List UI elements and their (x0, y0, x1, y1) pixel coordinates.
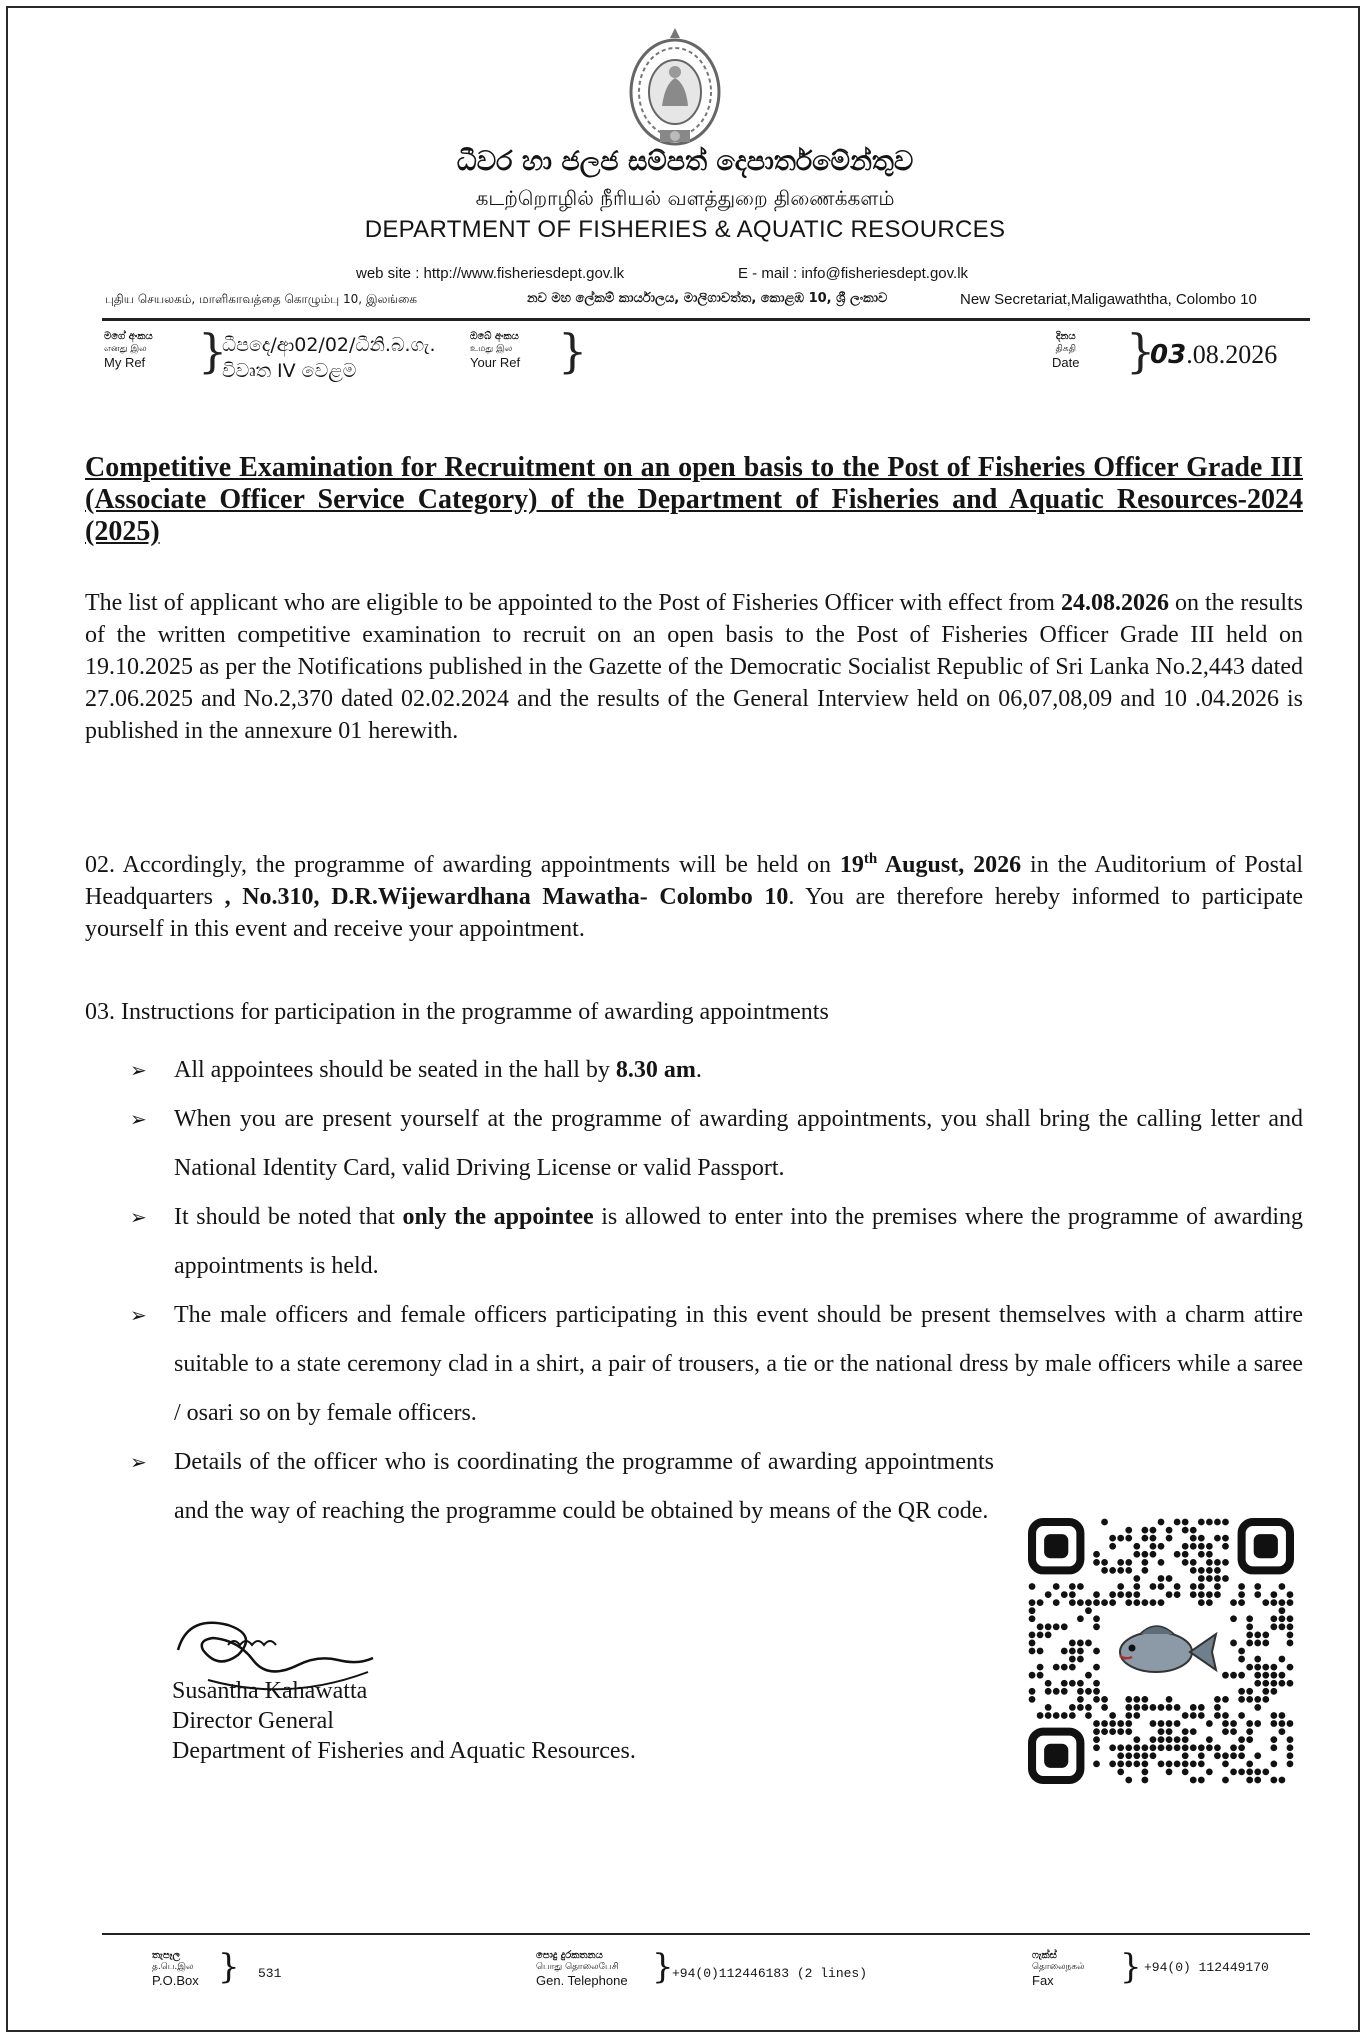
your-ref-brace: } (558, 324, 588, 378)
signatory-organisation: Department of Fisheries and Aquatic Resources. (172, 1738, 636, 1764)
telephone-brace: } (652, 1947, 674, 1987)
qr-finder-icon (1032, 1732, 1080, 1780)
fax-brace: } (1120, 1947, 1142, 1987)
list-item: ➢ When you are present yourself at the programme of awarding appointments, you shall bring the calling letter and National Identity Card, valid Driving License or valid Passport. (130, 1095, 1303, 1193)
department-name-english: DEPARTMENT OF FISHERIES & AQUATIC RESOURCES (364, 216, 1006, 243)
list-item: ➢ All appointees should be seated in the hall by 8.30 am. (130, 1046, 1303, 1095)
arrow-bullet-icon: ➢ (130, 1205, 147, 1229)
my-ref-value: ධීපදෙ/ආ02/02/ධීනි.බ.ගැ. විවෘත IV වෙළම (222, 334, 436, 382)
department-name-tamil: கடற்றொழில் நீரியல் வளத்துறை திணைக்களம் (475, 186, 895, 210)
footer-divider (102, 1933, 1310, 1935)
my-ref-label: මගේ අංකය எனது இல My Ref (104, 331, 153, 370)
list-item: ➢ It should be noted that only the appointee is allowed to enter into the premises where the programme of awarding appointments is held. (130, 1193, 1303, 1291)
address-sinhala: නව මහ ලේකම් කාර්යාලය, මාලිගාවත්ත, කොළඹ 10, ශ්‍රී ලංකාව (527, 291, 888, 306)
my-ref-brace: } (198, 324, 228, 378)
paragraph-2: 02. Accordingly, the programme of awarding appointments will be held on 19th August, 2026 in the Auditorium of Postal Headquarters , No.310, D.R.Wijewardhana Mawatha- Colombo 10. You are therefore hereby informed to participate yourself in this event and receive your appointment. (85, 851, 1304, 942)
address-english: New Secretariat,Maligawaththa, Colombo 10 (960, 291, 1257, 308)
fish-icon (1120, 1626, 1216, 1672)
arrow-bullet-icon: ➢ (130, 1303, 147, 1327)
arrow-bullet-icon: ➢ (130, 1450, 147, 1474)
website-link[interactable]: web site : http://www.fisheriesdept.gov.lk (356, 265, 625, 282)
qr-finder-icon (1032, 1522, 1080, 1570)
pobox-value: 531 (258, 1966, 282, 1981)
arrow-bullet-icon: ➢ (130, 1058, 147, 1082)
telephone-label: පොදු දුරකතනය பொது தொலைபேசி Gen. Telephone (536, 1950, 628, 1988)
header-divider (102, 318, 1310, 321)
email-link[interactable]: E - mail : info@fisheriesdept.gov.lk (738, 265, 969, 282)
paragraph-3: 03. Instructions for participation in the programme of awarding appointments (85, 999, 829, 1025)
telephone-value: +94(0)112446183 (2 lines) (672, 1966, 868, 1981)
date-value: 03.08.2026 (1150, 340, 1278, 370)
list-item: ➢ The male officers and female officers participating in this event should be present themselves with a charm attire suitable to a state ceremony clad in a shirt, a pair of trousers, a tie or the national dress by male officers while a saree / osari so on by female officers. (130, 1291, 1303, 1438)
signatory-designation: Director General (172, 1708, 334, 1734)
your-ref-label: ඔබේ අංකය உமது இல Your Ref (470, 331, 521, 370)
department-name-sinhala: ධීවර හා ජලජ සම්පත් දෙපාර්තමේන්තුව (456, 146, 914, 177)
arrow-bullet-icon: ➢ (130, 1107, 147, 1131)
paragraph-1: The list of applicant who are eligible to be appointed to the Post of Fisheries Officer with effect from 24.08.2026 on the results of the written competitive examination to recruit on an open basis to the Post of Fisheries Officer Grade III held on 19.10.2025 as per the Notifications published in the Gazette of the Democratic Socialist Republic of Sri Lanka No.2,443 dated 27.06.2025 and No.2,370 dated 02.02.2024 and the results of the General Interview held on 06,07,08,09 and 10 .04.2026 is published in the annexure 01 herewith. (85, 590, 1304, 744)
address-tamil: புதிய செயலகம், மாளிகாவத்தை கொழும்பு 10, இலங்கை (105, 292, 418, 306)
qr-finder-icon (1242, 1522, 1290, 1570)
letter-title: Competitive Examination for Recruitment on an open basis to the Post of Fisheries Officer Grade III (Associate Officer Service Category) of the Department of Fisheries and Aquatic Resources-2024 (2025) (85, 452, 1303, 547)
pobox-brace: } (218, 1947, 240, 1987)
sri-lanka-emblem-icon (620, 26, 730, 154)
fax-value: +94(0) 112449170 (1144, 1960, 1269, 1975)
date-brace: } (1126, 324, 1156, 378)
instructions-list (130, 1046, 1303, 1536)
date-label: දිනය திகதி Date (1052, 331, 1080, 370)
signature-block (172, 1676, 636, 1766)
list-item: ➢ Details of the officer who is coordinating the programme of awarding appointments and the way of reaching the programme could be obtained by means of the QR code. (130, 1438, 994, 1536)
signatory-name: Susantha Kahawatta (172, 1678, 368, 1704)
pobox-label: තැපෑල த.பெ.இல P.O.Box (152, 1950, 199, 1988)
qr-code-icon[interactable] (1028, 1518, 1294, 1784)
fax-label: ෆැක්ස් தொலைநகல் Fax (1032, 1950, 1085, 1988)
